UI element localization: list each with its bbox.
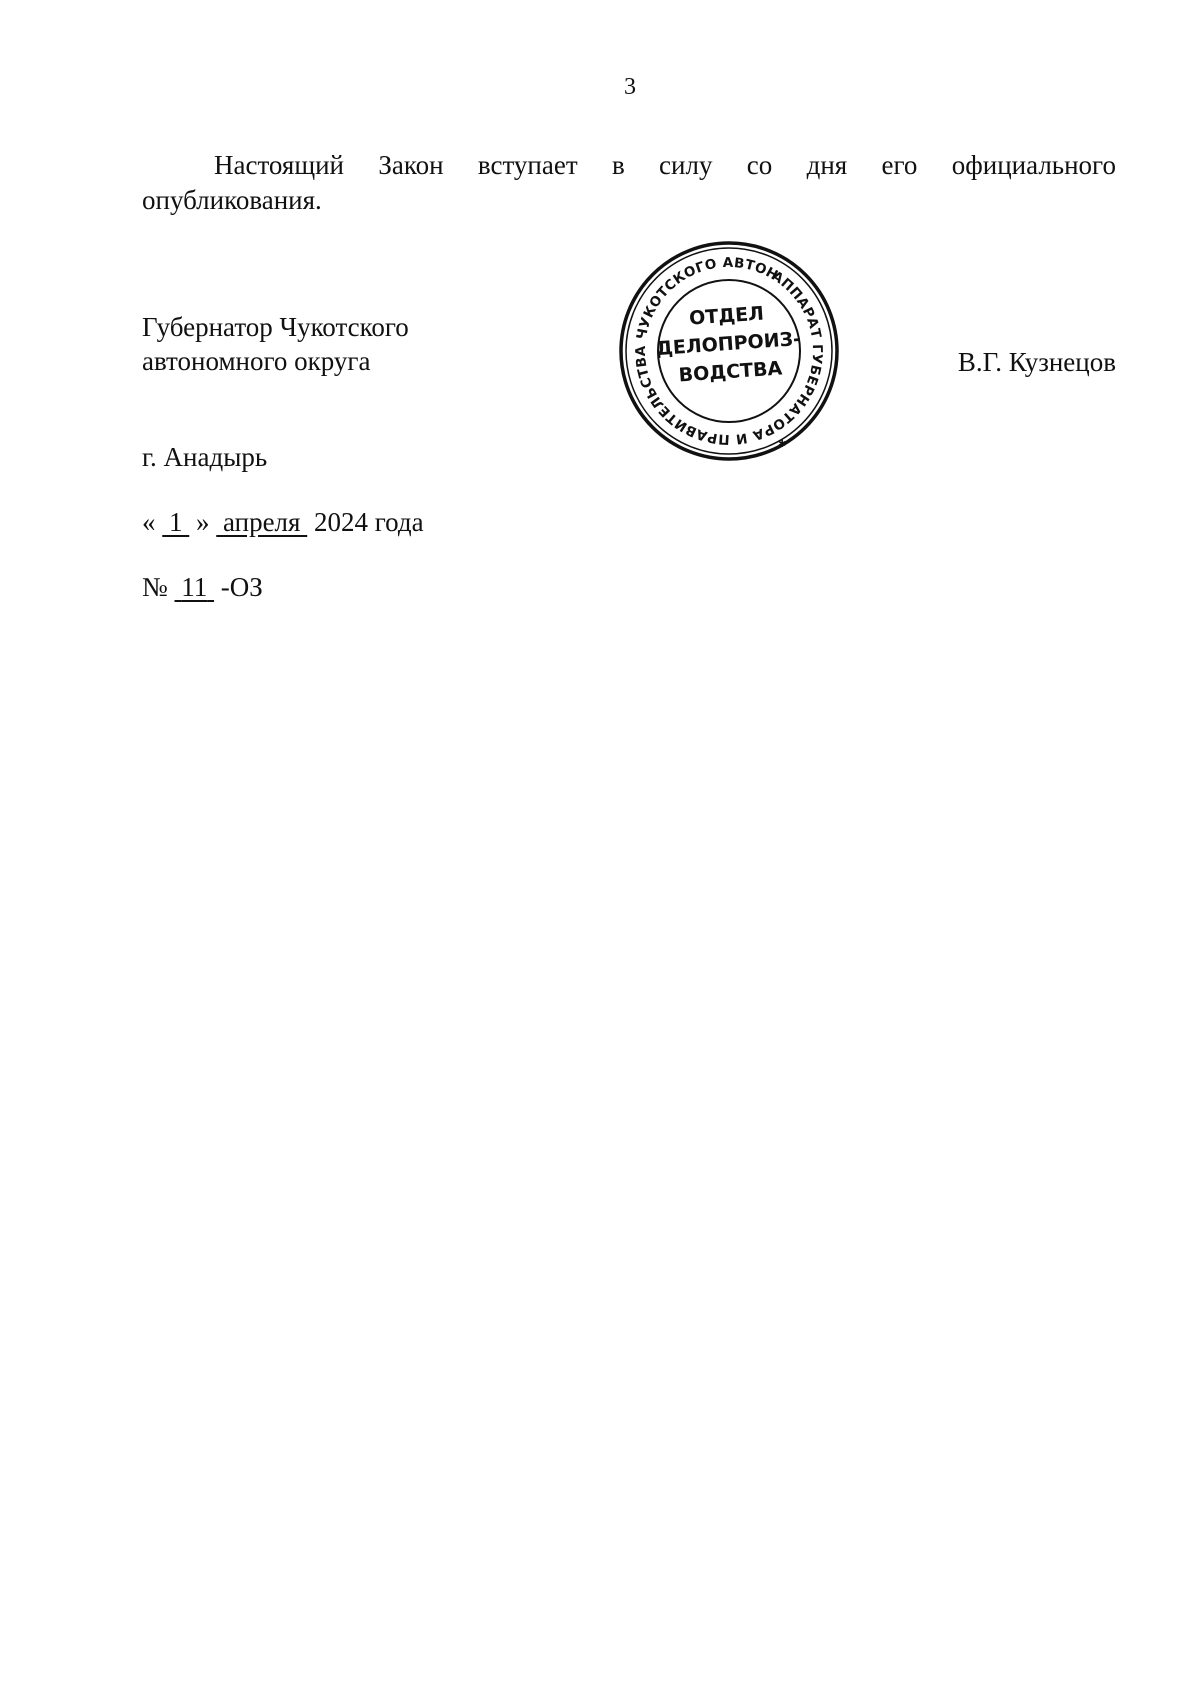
stamp-seal-graphic: [616, 238, 842, 464]
paragraph-word: силу: [659, 150, 713, 180]
law-number-value: 11: [181, 572, 208, 602]
stamp-center-line-3: ВОДСТВА: [677, 357, 783, 387]
date-month: апреля: [223, 507, 301, 537]
paragraph-word: Настоящий: [214, 150, 345, 180]
date-year: 2024 года: [313, 507, 424, 537]
law-number: [142, 570, 263, 604]
paragraph-line-1: [142, 148, 1116, 182]
svg-text:АППАРАТ ГУБЕРНАТОРА И ПРАВИТЕЛ: АППАРАТ ГУБЕРНАТОРА И ПРАВИТЕЛЬСТВА ЧУКОТСКОГО АВТОНОМНОГО: [632, 254, 826, 448]
paragraph-word: его: [881, 150, 918, 180]
signing-date: [142, 505, 424, 539]
date-close-quote: »: [196, 507, 210, 537]
signatory-name: В.Г. Кузнецов: [957, 347, 1116, 377]
signatory-title: [142, 310, 409, 378]
paragraph-word: в: [611, 150, 625, 180]
date-day: 1: [169, 507, 183, 537]
paragraph-word: со: [746, 150, 773, 180]
page-number: 3: [624, 74, 636, 100]
paragraph-word: дня: [806, 150, 848, 180]
paragraph-word: вступает: [477, 150, 578, 180]
date-open-quote: «: [142, 507, 156, 537]
law-number-suffix: -ОЗ: [220, 572, 263, 602]
stamp-center-line-1: ОТДЕЛ: [688, 302, 765, 330]
paragraph-word: Закон: [378, 150, 444, 180]
place-of-signing: г. Анадырь: [142, 442, 268, 472]
signatory-title-line-1: Губернатор Чукотского: [142, 312, 409, 342]
signatory-title-line-2: автономного округа: [142, 346, 371, 376]
paragraph-word: официального: [951, 150, 1116, 180]
paragraph-line-2: опубликования.: [142, 185, 322, 215]
stamp-center-line-2: ДЕЛОПРОИЗ-: [655, 327, 802, 361]
official-stamp: [616, 238, 842, 464]
svg-text:✱: ✱: [778, 439, 787, 450]
law-number-prefix: №: [142, 572, 168, 602]
